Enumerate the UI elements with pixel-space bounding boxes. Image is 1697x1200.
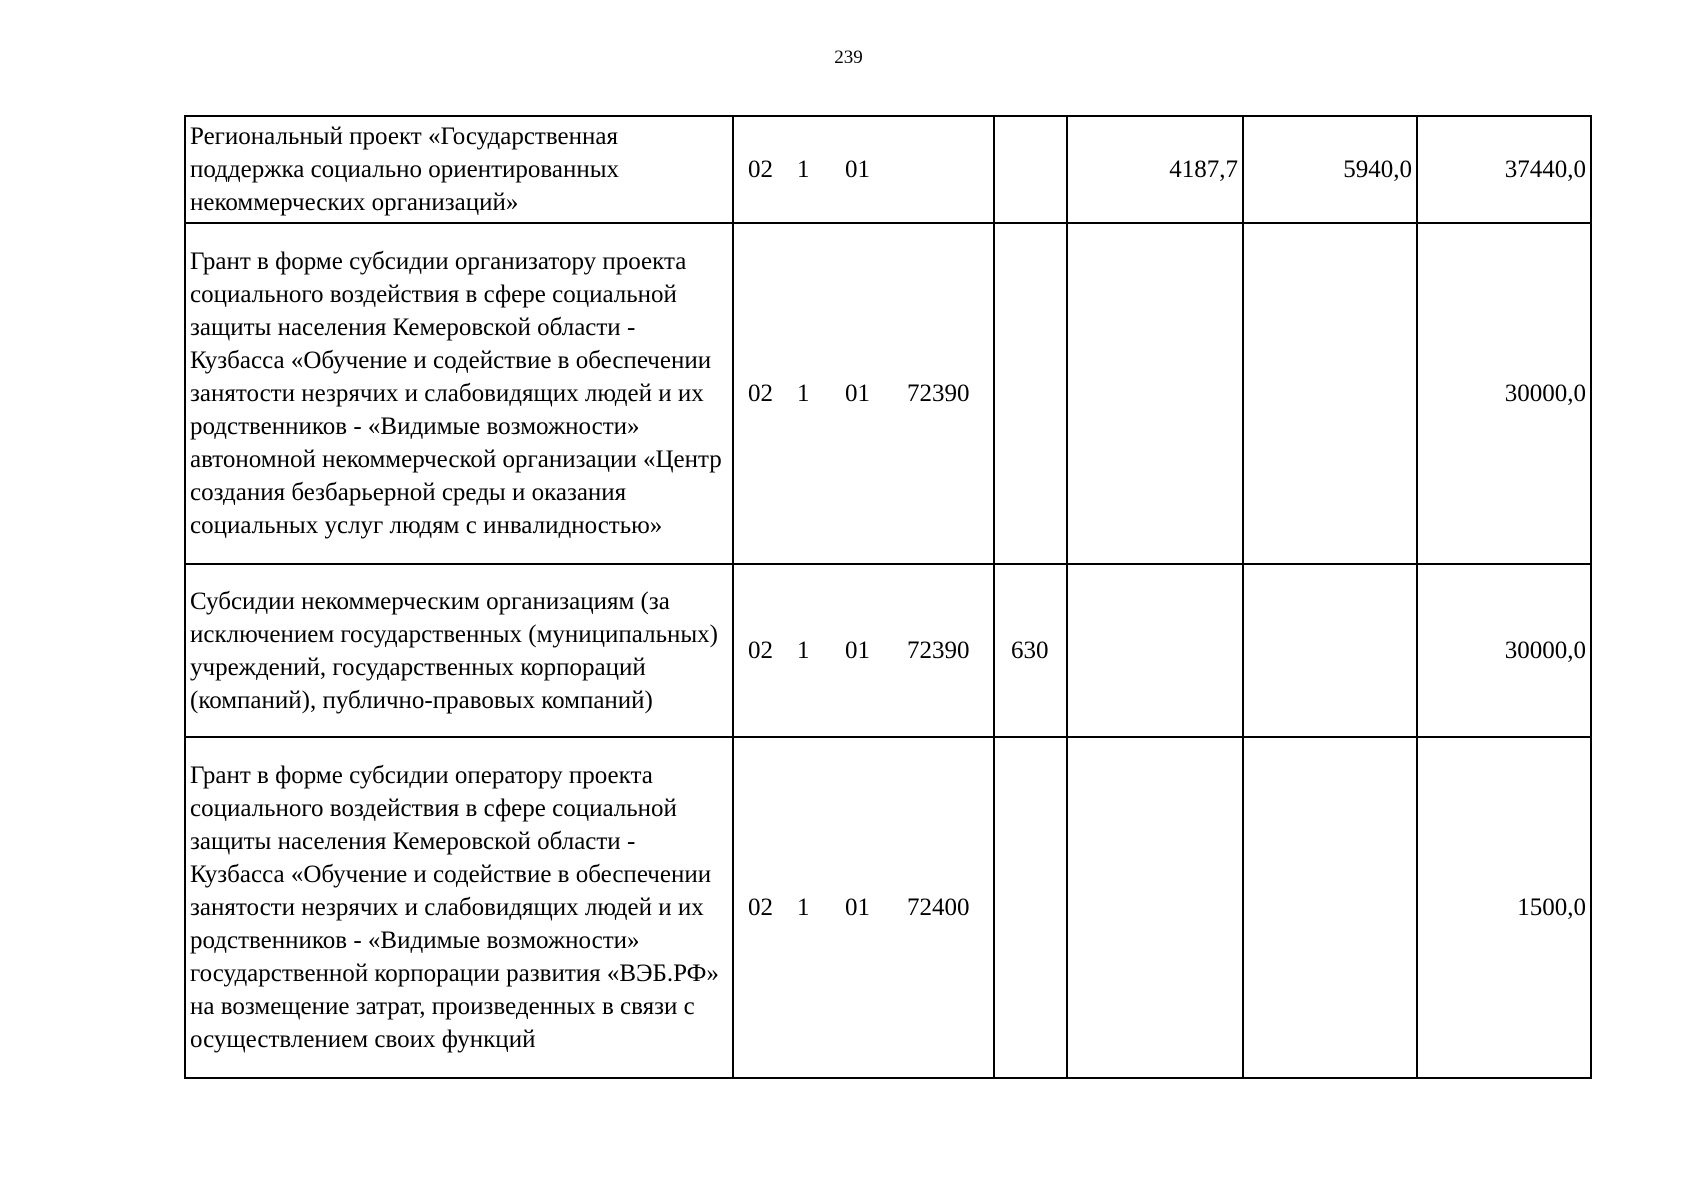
expense-type [994,223,1067,564]
row-name: Грант в форме субсидии оператору проекта социального воздействия в сфере социальной защиты населения Кемеровской области - Кузбасса «Обучение и содействие в обеспечении занятости незрячих и слабовидящих людей и их родственников - «Видимые возможности» государственной корпорации развития «ВЭБ.РФ» на возмещение затрат, произведенных в связи с осуществлением своих функций [185,737,733,1078]
code-program: 1 [797,156,810,183]
amount-1 [1067,737,1243,1078]
amount-3: 1500,0 [1417,737,1591,1078]
row-name: Региональный проект «Государственная поддержка социально ориентированных некоммерческих организаций» [185,116,733,223]
code-direction: 72390 [907,380,970,407]
table-row [185,564,1591,737]
code-subprogram: 01 [845,894,870,921]
code-section: 02 [748,637,773,664]
amount-2: 5940,0 [1243,116,1417,223]
code-program: 1 [797,380,810,407]
amount-1 [1067,223,1243,564]
table-row [185,116,1591,223]
row-name: Грант в форме субсидии организатору проекта социального воздействия в сфере социальной защиты населения Кемеровской области - Кузбасса «Обучение и содействие в обеспечении занятости незрячих и слабовидящих людей и их родственников - «Видимые возможности» автономной некоммерческой организации «Центр создания безбарьерной среды и оказания социальных услуг людям с инвалидностью» [185,223,733,564]
row-name: Субсидии некоммерческим организациям (за исключением государственных (муниципальных) учреждений, государственных корпораций (компаний), публично-правовых компаний) [185,564,733,737]
code-program: 1 [797,637,810,664]
table-row [185,737,1591,1078]
budget-table [184,115,1592,1079]
amount-2 [1243,737,1417,1078]
amount-3: 30000,0 [1417,223,1591,564]
code-program: 1 [797,894,810,921]
amount-1 [1067,564,1243,737]
expense-type [994,737,1067,1078]
code-direction: 72390 [907,637,970,664]
code-section: 02 [748,156,773,183]
amount-2 [1243,223,1417,564]
amount-2 [1243,564,1417,737]
expense-type: 630 [994,564,1067,737]
classification-code [733,737,994,1078]
classification-code [733,564,994,737]
amount-3: 30000,0 [1417,564,1591,737]
classification-code [733,116,994,223]
expense-type [994,116,1067,223]
page-number: 239 [834,47,863,68]
classification-code [733,223,994,564]
table-row [185,223,1591,564]
code-direction: 72400 [907,894,970,921]
amount-3: 37440,0 [1417,116,1591,223]
code-subprogram: 01 [845,380,870,407]
code-subprogram: 01 [845,637,870,664]
code-section: 02 [748,380,773,407]
amount-1: 4187,7 [1067,116,1243,223]
code-section: 02 [748,894,773,921]
code-subprogram: 01 [845,156,870,183]
